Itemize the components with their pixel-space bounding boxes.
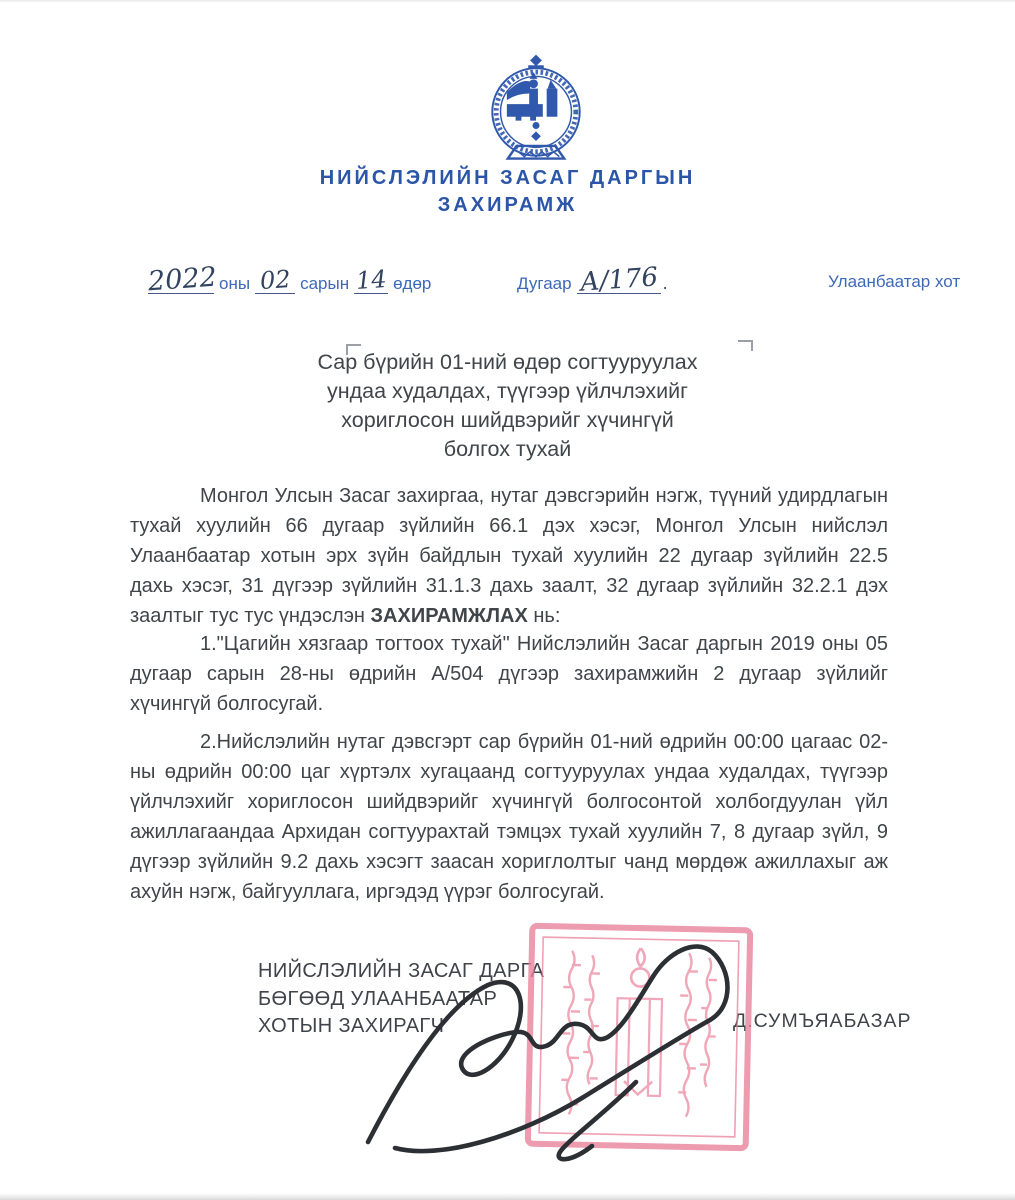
number-field [577,262,661,298]
decree-title-line: ундаа худалдах, түүгээр үйлчлэхийг [326,379,689,403]
decree-title [0,348,1015,464]
day-field [354,264,388,296]
date-number-line [0,254,1015,298]
preamble-text: Монгол Улсын Засаг захиргаа, нутаг дэвсгэрийн нэгж, түүний удирдлагын тухай хуулийн 66 дугаар зүйлийн 66.1 дэх хэсэг, Монгол Улсын нийслэл Улаанбаатар хотын эрх зүйн байдлын тухай хуулийн 22 дугаар зүйлийн 22.5 дахь хэсэг, 31 дүгээр зүйлийн 31.1.3 дахь заалт, 32 дугаар зүйлийн 32.2.1 дэх заалтыг тус тус үндэслэн [130,485,888,627]
number-trailing-dot: . [662,273,668,293]
decree-title-line: болгох тухай [443,437,572,461]
month-label: сарын [300,274,350,293]
city-label: Улаанбаатар хот [828,272,961,291]
number-handwritten-value: А/176 [578,262,659,298]
preamble-paragraph [130,481,888,631]
day-label: өдөр [393,274,432,293]
preamble-keyword: ЗАХИРАМЖЛАХ [370,605,528,627]
issuing-authority-line2: ЗАХИРАМЖ [437,194,578,216]
decree-title-line: хориглосон шийдвэрийг хүчингүй [341,408,674,432]
decree-title-line: Сар бүрийн 01-ний өдөр согтууруулах [317,350,698,374]
signer-name: Д.СУМЪЯАБАЗАР [733,1010,912,1032]
signer-title-line: НИЙСЛЭЛИЙН ЗАСАГ ДАРГА [258,960,545,982]
number-label: Дугаар [517,274,572,293]
year-field [147,261,218,298]
handwritten-signature [340,930,770,1185]
ulaanbaatar-emblem-icon [468,50,604,168]
date-fields [147,261,436,298]
preamble-tail: нь: [527,605,561,627]
signer-title-line: ХОТЫН ЗАХИРАГЧ [258,1015,445,1037]
scan-artifact-top [0,0,1015,3]
issuing-authority-line1: НИЙСЛЭЛИЙН ЗАСАГ ДАРГЫН [319,167,696,189]
year-label: оны [219,274,251,293]
clause-2-paragraph: 2.Нийслэлийн нутаг дэвсгэрт сар бүрийн 01-ний өдрийн 00:00 цагаас 02-ны өдрийн 00:00 цаг хүртэлх хугацаанд согтууруулах ундаа худалдах, түүгээр үйлчлэхийг хориглосон шийдвэрийг хүчингүй болгосонтой холбогдуулан үйл ажиллагаандаа Архидан согтуурахтай тэмцэх тухай хуулийн 7, 8 дугаар зүйл, 9 дүгээр зүйлийн 9.2 дахь хэсэгт заасан хориглолтыг чанд мөрдөж ажиллахыг аж ахуйн нэгж, байгууллага, иргэдэд үүрэг болгосугай. [130,731,888,903]
day-handwritten-value: 14 [354,264,388,296]
scan-artifact-bottom [0,1193,1015,1200]
month-handwritten-value: 02 [258,264,292,296]
clause-1-paragraph: 1."Цагийн хязгаар тогтоох тухай" Нийслэлийн Засаг даргын 2019 оны 05 дугаар сарын 28-ны өдрийн А/504 дүгээр захирамжийн 2 дугаар зүйлийг хүчингүй болгосугай. [130,633,888,715]
month-field [255,264,295,296]
decree-number-group [512,262,668,298]
winged-horse-glyph [507,72,558,141]
year-handwritten-value: 2022 [147,261,218,298]
signer-title-line: БӨГӨӨД УЛААНБААТАР [258,987,498,1010]
